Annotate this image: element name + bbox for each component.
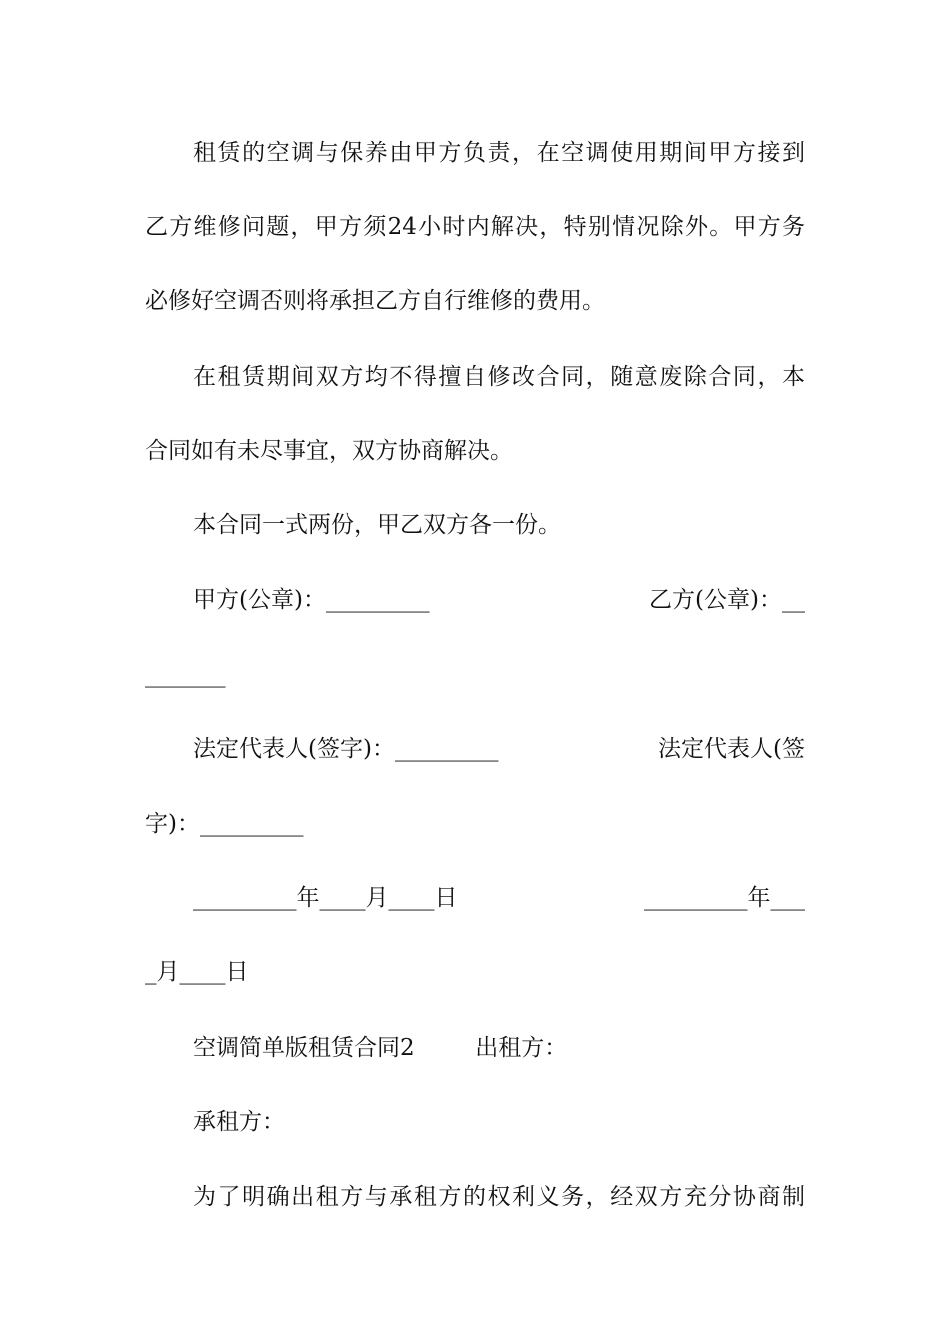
signature-row-date	[193, 878, 805, 918]
party-a-representative: 法定代表人(签字)：_________	[193, 736, 499, 762]
contract-2-intro-line-1: 为了明确出租方与承租方的权利义务，经双方充分协商制	[193, 1184, 805, 1210]
lessee-label: 承租方：	[193, 1109, 285, 1135]
paragraph-1-line-1: 租赁的空调与保养由甲方负责，在空调使用期间甲方接到	[193, 140, 805, 166]
party-b-representative-continued: 字)：_________	[145, 811, 304, 837]
party-b-seal: 乙方(公章)：__	[649, 587, 805, 613]
paragraph-1-line-3: 必修好空调否则将承担乙方自行维修的费用。	[145, 288, 605, 314]
party-b-date-continued: _月____日	[145, 959, 249, 985]
party-b-date: _________年___	[644, 885, 805, 911]
paragraph-2-line-1: 在租赁期间双方均不得擅自修改合同，随意废除合同，本	[193, 364, 805, 390]
party-a-seal: 甲方(公章)：_________	[193, 587, 430, 613]
paragraph-2-line-2: 合同如有未尽事宜，双方协商解决。	[145, 438, 513, 464]
party-b-representative: 法定代表人(签	[658, 736, 805, 762]
paragraph-3: 本合同一式两份，甲乙双方各一份。	[193, 512, 561, 538]
party-b-seal-continued: _______	[145, 662, 226, 688]
contract-2-title: 空调简单版租赁合同2	[193, 1035, 415, 1061]
signature-row-seal	[193, 580, 805, 620]
party-a-date: _________年____月____日	[193, 885, 458, 911]
signature-row-representative	[193, 729, 805, 769]
paragraph-1-line-2: 乙方维修问题，甲方须24小时内解决，特别情况除外。甲方务	[145, 214, 805, 240]
lessor-label: 出租方：	[475, 1035, 568, 1061]
contract-2-heading-row	[193, 1028, 805, 1068]
